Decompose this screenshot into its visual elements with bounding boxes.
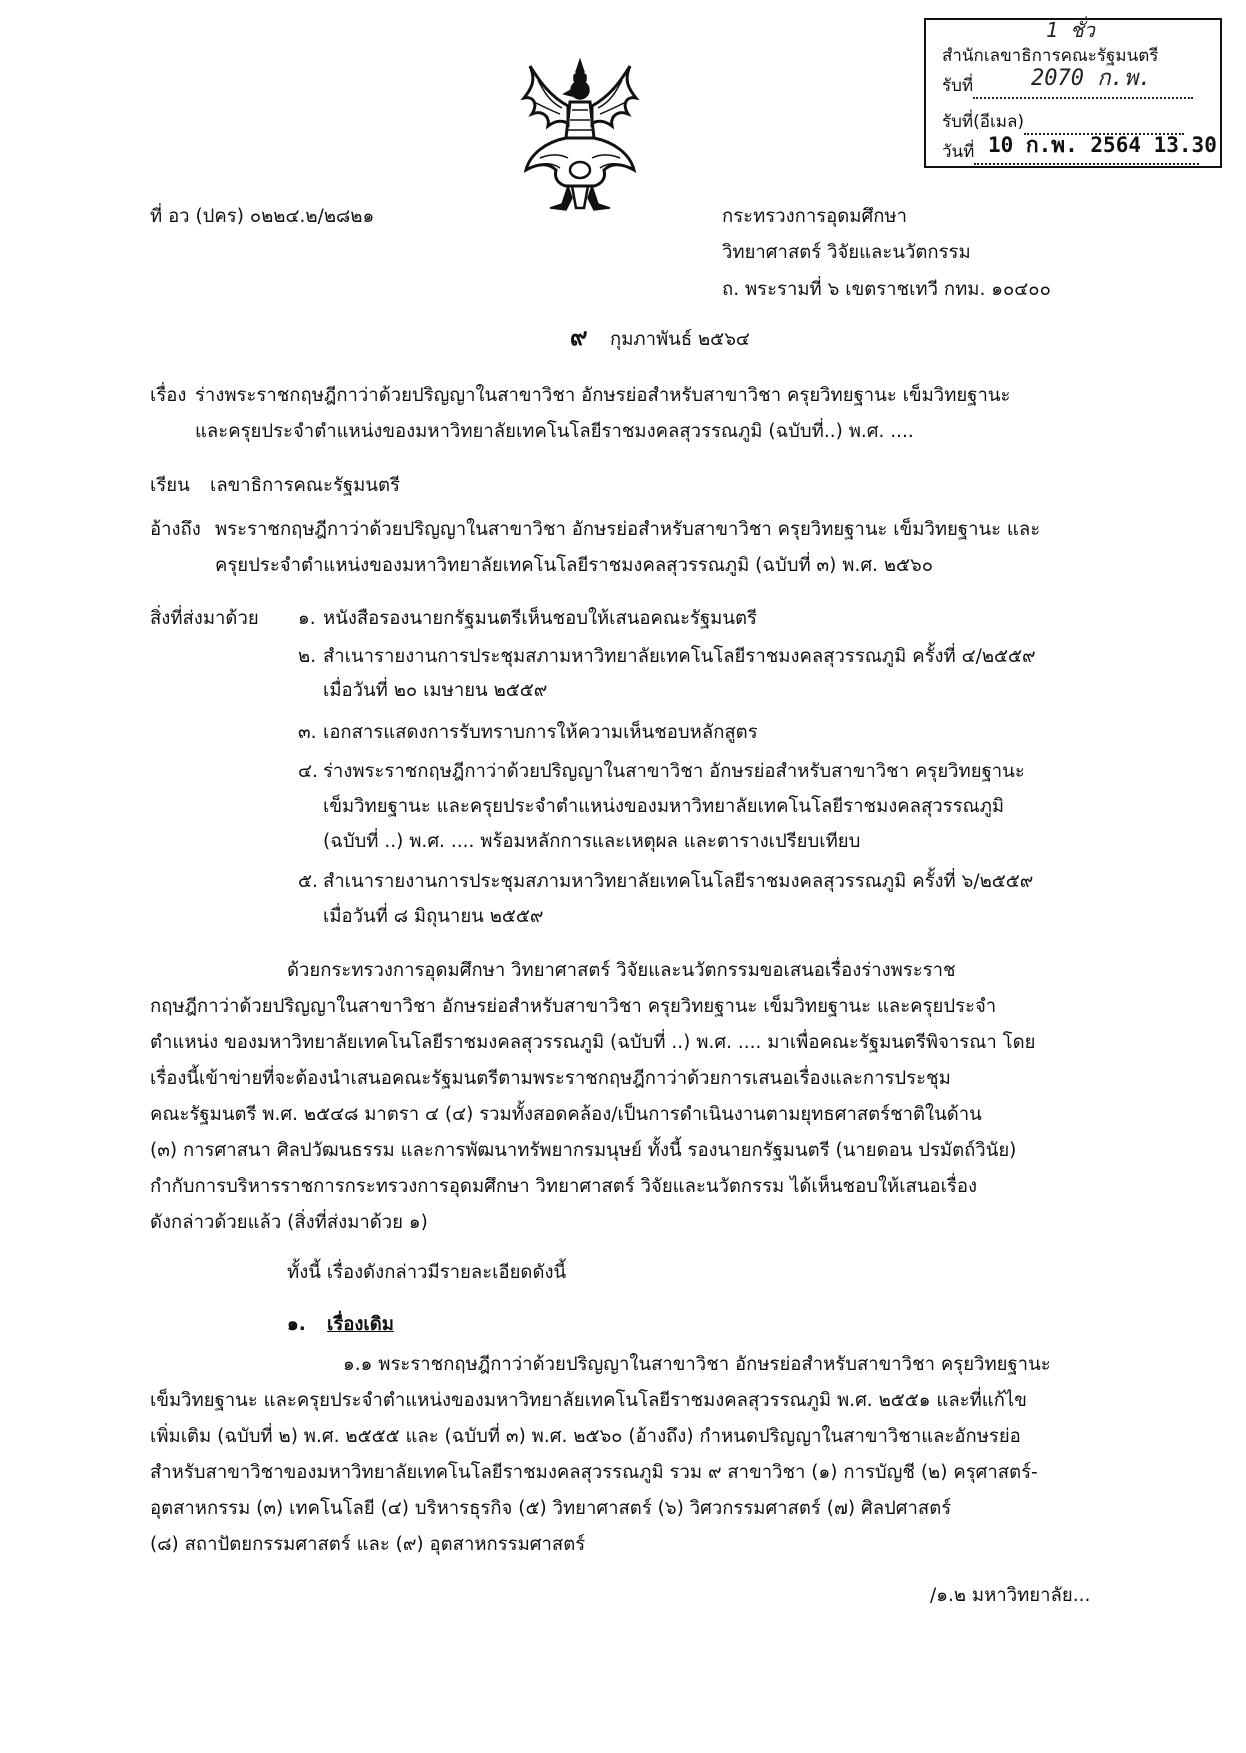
- body-para3-line: (๘) สถาปัตยกรรมศาสตร์ และ (๙) อุตสาหกรรมศาสตร์: [150, 1534, 586, 1555]
- subject-line1: ร่างพระราชกฤษฎีกาว่าด้วยปริญญาในสาขาวิชา อักษรย่อสำหรับสาขาวิชา ครุยวิทยฐานะ เข็มวิทยฐานะ: [195, 385, 1011, 406]
- reference-line1: พระราชกฤษฎีกาว่าด้วยปริญญาในสาขาวิชา อักษรย่อสำหรับสาขาวิชา ครุยวิทยฐานะ เข็มวิทยฐานะ และ: [215, 519, 1041, 540]
- enclosure-line: สำเนารายงานการประชุมสภามหาวิทยาลัยเทคโนโลยีราชมงคลสุวรรณภูมิ ครั้งที่ ๔/๒๕๕๙: [323, 646, 1036, 667]
- stamp-date-label: วันที่: [942, 142, 975, 162]
- enclosure-num: ๓.: [298, 722, 317, 743]
- stamp-date-value: 10 ก.พ. 2564 13.30: [988, 133, 1217, 157]
- body-para1-line: กฤษฎีกาว่าด้วยปริญญาในสาขาวิชา อักษรย่อสำหรับสาขาวิชา ครุยวิทยฐานะ เข็มวิทยฐานะ และครุยประจำ: [150, 996, 997, 1017]
- subject-line2: และครุยประจำตำแหน่งของมหาวิทยาลัยเทคโนโลยีราชมงคลสุวรรณภูมิ (ฉบับที่..) พ.ศ. ....: [195, 421, 914, 442]
- body-para1-line: ด้วยกระทรวงการอุดมศึกษา วิทยาศาสตร์ วิจัยและนวัตกรรมขอเสนอเรื่องร่างพระราช: [287, 960, 956, 981]
- continuation-marker: /๑.๒ มหาวิทยาลัย...: [930, 1585, 1091, 1606]
- body-para3-line: ๑.๑ พระราชกฤษฎีกาว่าด้วยปริญญาในสาขาวิชา อักษรย่อสำหรับสาขาวิชา ครุยวิทยฐานะ: [343, 1354, 1051, 1375]
- enclosure-line: ร่างพระราชกฤษฎีกาว่าด้วยปริญญาในสาขาวิชา อักษรย่อสำหรับสาขาวิชา ครุยวิทยฐานะ: [323, 761, 1025, 782]
- enclosure-line: หนังสือรองนายกรัฐมนตรีเห็นชอบให้เสนอคณะรัฐมนตรี: [323, 608, 757, 629]
- body-para1-line: คณะรัฐมนตรี พ.ศ. ๒๕๔๘ มาตรา ๔ (๔) รวมทั้งสอดคล้อง/เป็นการดำเนินงานตามยุทธศาสตร์ชาติในด้าน: [150, 1104, 982, 1125]
- section1-number: ๑.: [287, 1314, 306, 1335]
- enclosure-num: ๒.: [298, 646, 317, 667]
- body-para1-line: ดังกล่าวด้วยแล้ว (สิ่งที่ส่งมาด้วย ๑): [150, 1212, 428, 1233]
- enclosure-line: สำเนารายงานการประชุมสภามหาวิทยาลัยเทคโนโลยีราชมงคลสุวรรณภูมิ ครั้งที่ ๖/๒๕๕๙: [323, 871, 1034, 892]
- body-para1-line: (๓) การศาสนา ศิลปวัฒนธรรม และการพัฒนาทรัพยากรมนุษย์ ทั้งนี้ รองนายกรัฐมนตรี (นายดอน ปรมัตถ์วินัย): [150, 1140, 1017, 1161]
- body-para1-line: ตำแหน่ง ของมหาวิทยาลัยเทคโนโลยีราชมงคลสุวรรณภูมิ (ฉบับที่ ..) พ.ศ. .... มาเพื่อคณะรัฐมนตรีพิจารณา โดย: [150, 1032, 1036, 1053]
- body-para3-line: เพิ่มเติม (ฉบับที่ ๒) พ.ศ. ๒๕๕๕ และ (ฉบับที่ ๓) พ.ศ. ๒๕๖๐ (อ้างถึง) กำหนดปริญญาในสาขาวิชาและอักษรย่อ: [150, 1426, 1021, 1447]
- stamp-handwriting: 1 ชั่ว: [1046, 18, 1095, 42]
- body-para3-line: สำหรับสาขาวิชาของมหาวิทยาลัยเทคโนโลยีราชมงคลสุวรรณภูมิ รวม ๙ สาขาวิชา (๑) การบัญชี (๒) ครุศาสตร์-: [150, 1462, 1038, 1483]
- enclosure-line: เมื่อวันที่ ๘ มิถุนายน ๒๕๕๙: [323, 906, 544, 927]
- enclosure-line: เมื่อวันที่ ๒๐ เมษายน ๒๕๕๙: [323, 680, 548, 701]
- date-month-year: กุมภาพันธ์ ๒๕๖๔: [610, 329, 750, 350]
- enclosure-num: ๔.: [298, 761, 318, 782]
- enclosure-num: ๕.: [298, 871, 318, 892]
- section1-title: เรื่องเดิม: [327, 1314, 394, 1335]
- reference-label: อ้างถึง: [150, 519, 201, 540]
- enclosure-line: เข็มวิทยฐานะ และครุยประจำตำแหน่งของมหาวิทยาลัยเทคโนโลยีราชมงคลสุวรรณภูมิ: [323, 796, 1005, 817]
- date-day: ๙: [570, 323, 588, 351]
- ministry-address: ถ. พระรามที่ ๖ เขตราชเทวี กทม. ๑๐๔๐๐: [722, 279, 1051, 300]
- reference-number: ที่ อว (ปคร) ๐๒๒๔.๒/๒๘๒๑: [150, 206, 375, 227]
- stamp-office: สำนักเลขาธิการคณะรัฐมนตรี: [942, 46, 1159, 66]
- enclosures-label: สิ่งที่ส่งมาด้วย: [150, 608, 259, 629]
- subject-label: เรื่อง: [150, 385, 187, 406]
- reference-line2: ครุยประจำตำแหน่งของมหาวิทยาลัยเทคโนโลยีราชมงคลสุวรรณภูมิ (ฉบับที่ ๓) พ.ศ. ๒๕๖๐: [215, 555, 934, 576]
- enclosure-num: ๑.: [298, 608, 316, 629]
- receipt-stamp: [924, 18, 1222, 168]
- stamp-received-label: รับที่: [942, 76, 974, 96]
- body-para3-line: เข็มวิทยฐานะ และครุยประจำตำแหน่งของมหาวิทยาลัยเทคโนโลยีราชมงคลสุวรรณภูมิ พ.ศ. ๒๕๕๑ และที่แก้ไข: [150, 1390, 1027, 1411]
- body-para1-line: เรื่องนี้เข้าข่ายที่จะต้องนำเสนอคณะรัฐมนตรีตามพระราชกฤษฎีกาว่าด้วยการเสนอเรื่องและการประชุม: [150, 1068, 951, 1089]
- garuda-emblem-icon: [510, 58, 650, 218]
- body-para2: ทั้งนี้ เรื่องดังกล่าวมีรายละเอียดดังนี้: [287, 1262, 567, 1283]
- body-para1-line: กำกับการบริหารราชการกระทรวงการอุดมศึกษา วิทยาศาสตร์ วิจัยและนวัตกรรม ได้เห็นชอบให้เสนอเรื่อง: [150, 1176, 977, 1197]
- stamp-received-number: 2070 ก.พ.: [1031, 66, 1152, 91]
- ministry-name-line2: วิทยาศาสตร์ วิจัยและนวัตกรรม: [722, 242, 971, 263]
- enclosure-line: เอกสารแสดงการรับทราบการให้ความเห็นชอบหลักสูตร: [323, 722, 758, 743]
- ministry-name-line1: กระทรวงการอุดมศึกษา: [722, 206, 907, 227]
- addressee-label: เรียน: [150, 475, 190, 496]
- addressee-value: เลขาธิการคณะรัฐมนตรี: [210, 475, 400, 496]
- enclosure-line: (ฉบับที่ ..) พ.ศ. .... พร้อมหลักการและเหตุผล และตารางเปรียบเทียบ: [323, 831, 861, 852]
- body-para3-line: อุตสาหกรรม (๓) เทคโนโลยี (๔) บริหารธุรกิจ (๕) วิทยาศาสตร์ (๖) วิศวกรรมศาสตร์ (๗) ศิลปศาสตร์: [150, 1498, 952, 1519]
- stamp-email-label: รับที่(อีเมล): [942, 112, 1025, 132]
